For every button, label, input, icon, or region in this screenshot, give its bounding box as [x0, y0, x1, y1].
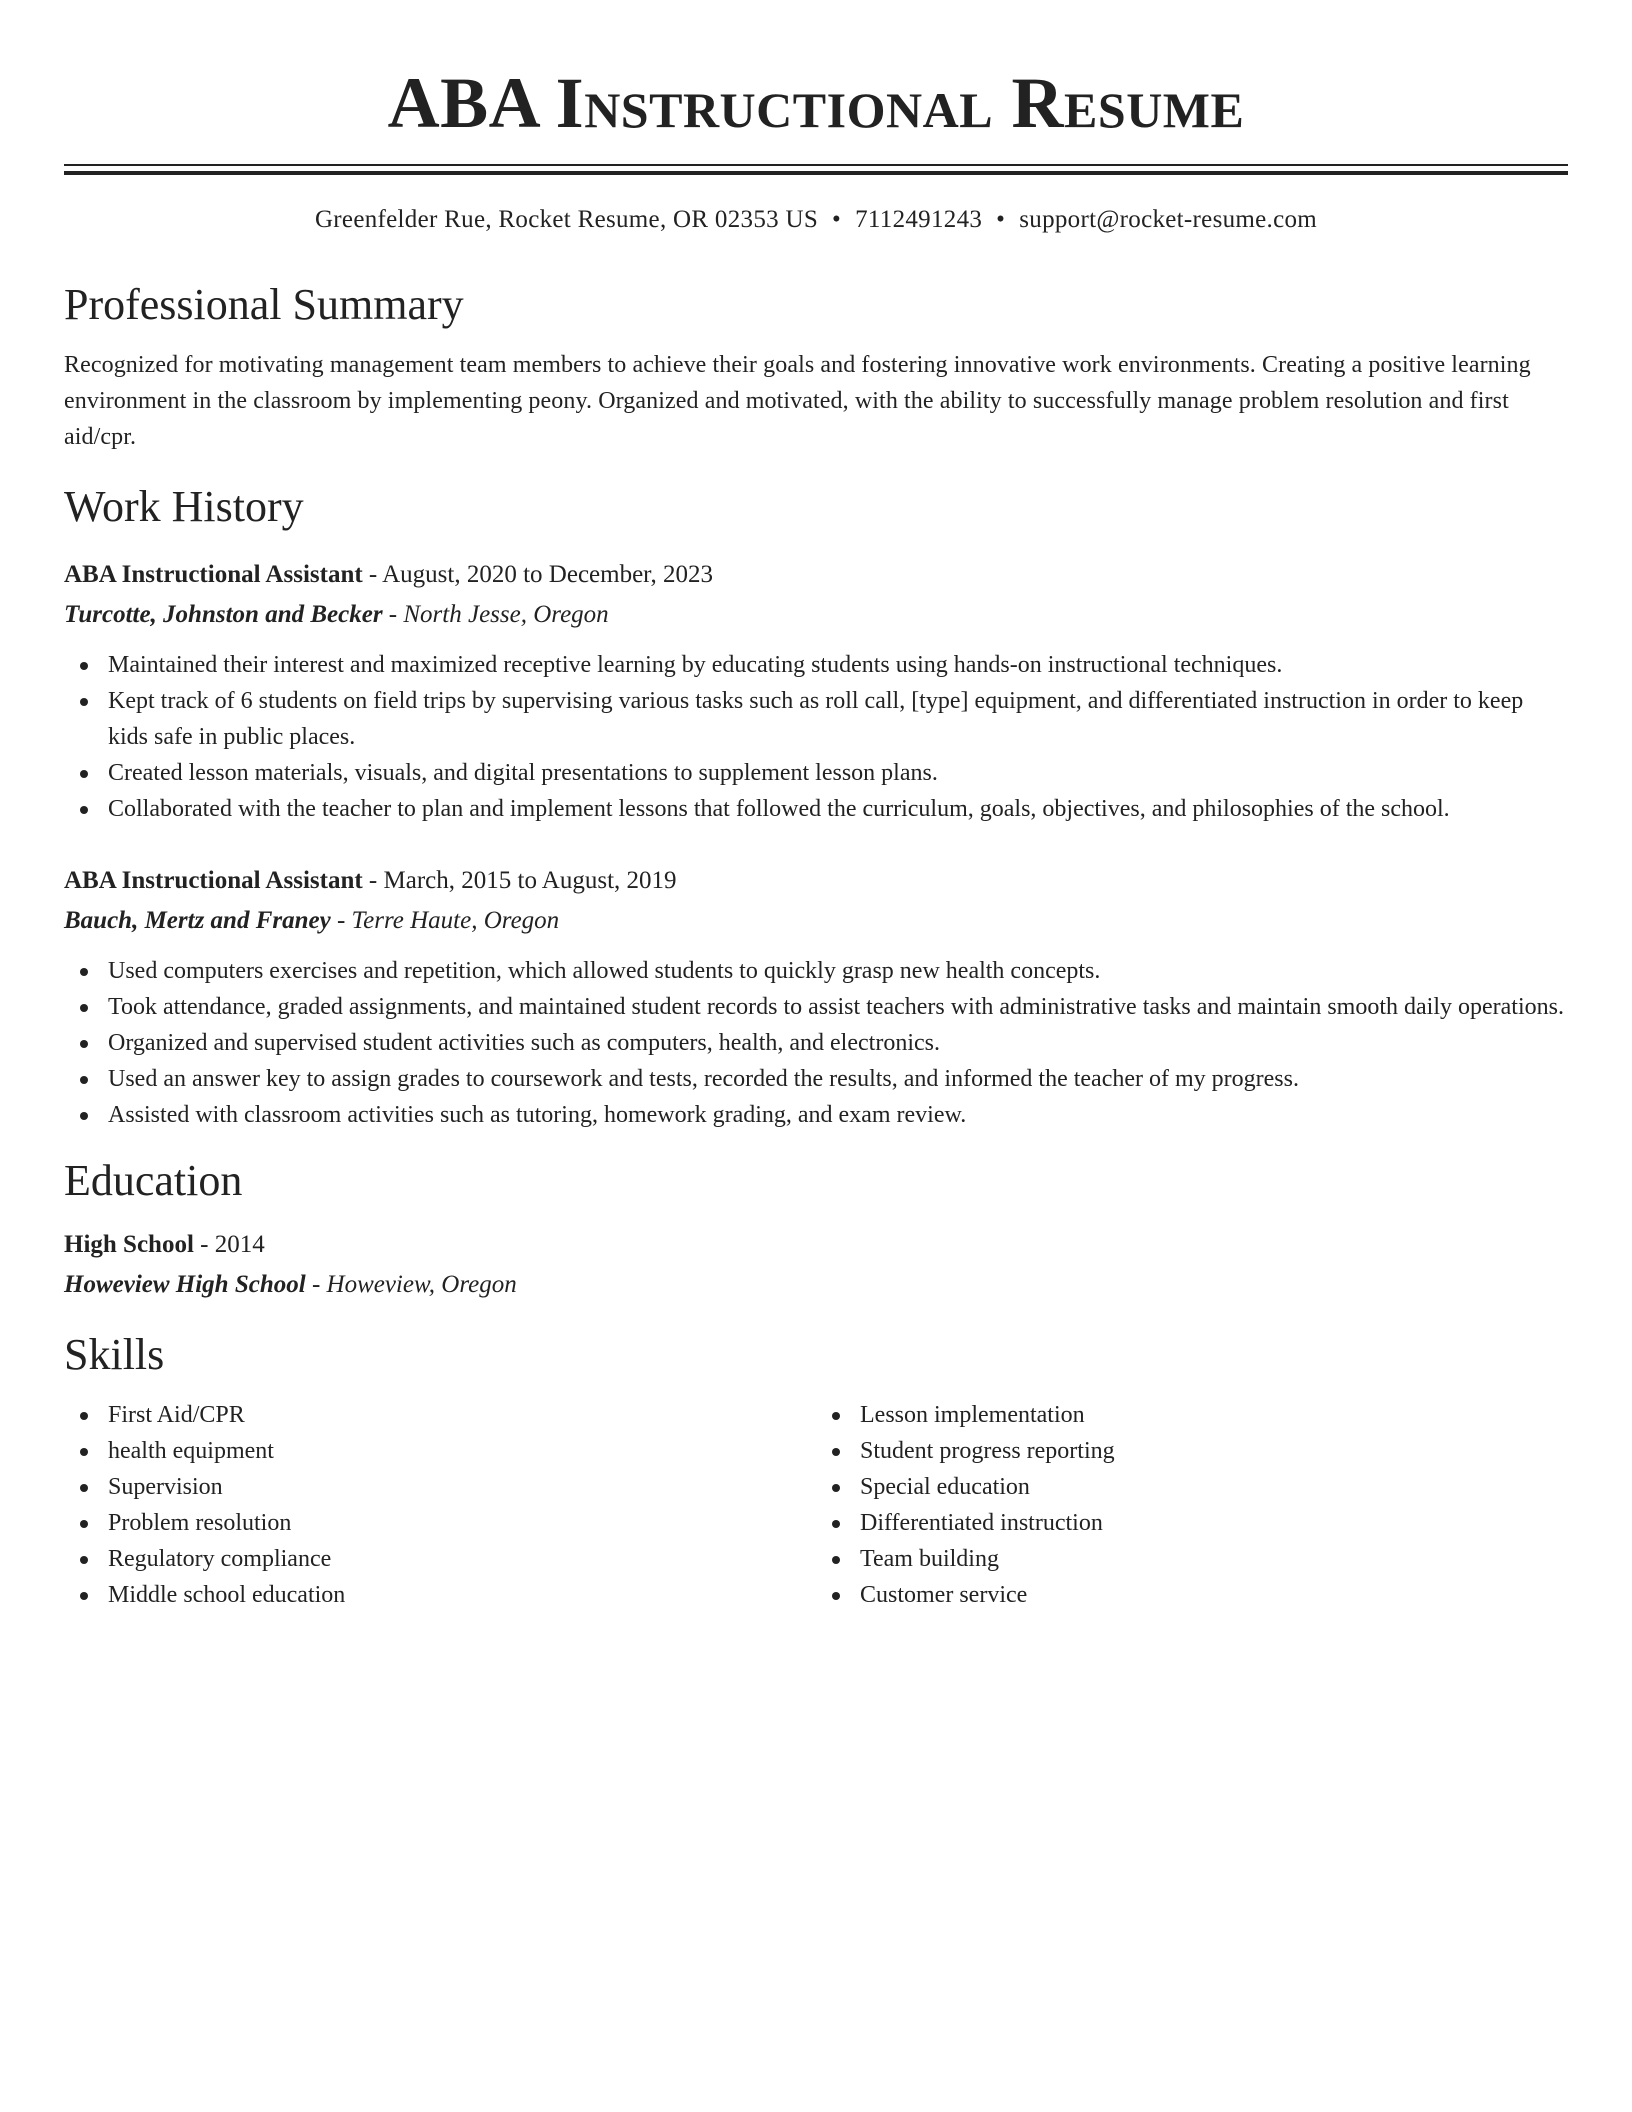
education-entry: [64, 1225, 1568, 1305]
job-title: ABA Instructional Assistant: [64, 561, 363, 588]
education-school-line: [64, 1265, 1568, 1305]
contact-email: support@rocket-resume.com: [1019, 206, 1318, 233]
education-degree-line: [64, 1225, 1568, 1265]
job-bullet-list: [64, 953, 1568, 1133]
skill-item: Special education: [860, 1469, 1568, 1505]
summary-heading: Professional Summary: [64, 280, 464, 329]
skill-item: Student progress reporting: [860, 1433, 1568, 1469]
education-school: Howeview High School: [64, 1271, 306, 1298]
resume-page: [64, 0, 1568, 1613]
skills-list-left: [64, 1397, 816, 1613]
job-bullet: Collaborated with the teacher to plan and implement lessons that followed the curriculum, goals, objectives, and philosophies of the school.: [108, 791, 1568, 827]
contact-separator: •: [832, 206, 842, 233]
contact-line: [64, 203, 1568, 237]
job-bullet: Maintained their interest and maximized receptive learning by educating students using hands-on instructional techniques.: [108, 647, 1568, 683]
skill-item: Lesson implementation: [860, 1397, 1568, 1433]
job-entry: [64, 555, 1568, 827]
resume-title: ABA Instructional Resume: [387, 63, 1245, 143]
skills-list-right: [816, 1397, 1568, 1613]
job-bullet: Organized and supervised student activities such as computers, health, and electronics.: [108, 1025, 1568, 1061]
education-heading: Education: [64, 1156, 243, 1205]
skills-heading: Skills: [64, 1330, 165, 1379]
contact-separator: •: [996, 206, 1006, 233]
job-bullet: Created lesson materials, visuals, and digital presentations to supplement lesson plans.: [108, 755, 1568, 791]
job-company: Bauch, Mertz and Franey: [64, 907, 331, 934]
job-title-line: [64, 861, 1568, 901]
skill-item: Middle school education: [108, 1577, 816, 1613]
job-dates: - March, 2015 to August, 2019: [362, 867, 677, 894]
contact-address: Greenfelder Rue, Rocket Resume, OR 02353 US: [314, 206, 819, 233]
job-title: ABA Instructional Assistant: [64, 867, 363, 894]
education-degree: High School: [64, 1231, 194, 1258]
skill-item: Problem resolution: [108, 1505, 816, 1541]
job-dates: - August, 2020 to December, 2023: [362, 561, 714, 588]
summary-text: Recognized for motivating management team members to achieve their goals and fostering innovative work environments. Creating a positive learning environment in the classroom by implementing peony. Organized and motivated, with the ability to successfully manage problem resolution and first aid/cpr.: [64, 352, 1531, 450]
job-bullet: Kept track of 6 students on field trips by supervising various tasks such as roll call, [type] equipment, and differentiated instruction in order to keep kids safe in public places.: [108, 683, 1568, 755]
title-divider-thin: [64, 164, 1568, 166]
job-bullet-list: [64, 647, 1568, 827]
job-bullet: Took attendance, graded assignments, and maintained student records to assist teachers with administrative tasks and maintain smooth daily operations.: [108, 989, 1568, 1025]
job-title-line: [64, 555, 1568, 595]
job-bullet: Used computers exercises and repetition, which allowed students to quickly grasp new health concepts.: [108, 953, 1568, 989]
education-location: - Howeview, Oregon: [305, 1271, 517, 1298]
title-divider-thick: [64, 171, 1568, 175]
skill-item: First Aid/CPR: [108, 1397, 816, 1433]
job-company-line: [64, 595, 1568, 635]
contact-phone: 7112491243: [855, 206, 983, 233]
skill-item: Supervision: [108, 1469, 816, 1505]
job-location: - North Jesse, Oregon: [382, 601, 609, 628]
education-year: - 2014: [193, 1231, 265, 1258]
skill-item: Team building: [860, 1541, 1568, 1577]
work-history-heading: Work History: [64, 482, 304, 531]
skills-columns: [64, 1397, 1568, 1613]
job-company: Turcotte, Johnston and Becker: [64, 601, 383, 628]
job-bullet: Assisted with classroom activities such as tutoring, homework grading, and exam review.: [108, 1097, 1568, 1133]
job-entry: [64, 861, 1568, 1133]
skill-item: Customer service: [860, 1577, 1568, 1613]
job-company-line: [64, 901, 1568, 941]
skill-item: health equipment: [108, 1433, 816, 1469]
job-location: - Terre Haute, Oregon: [330, 907, 560, 934]
job-bullet: Used an answer key to assign grades to coursework and tests, recorded the results, and informed the teacher of my progress.: [108, 1061, 1568, 1097]
skill-item: Regulatory compliance: [108, 1541, 816, 1577]
skill-item: Differentiated instruction: [860, 1505, 1568, 1541]
